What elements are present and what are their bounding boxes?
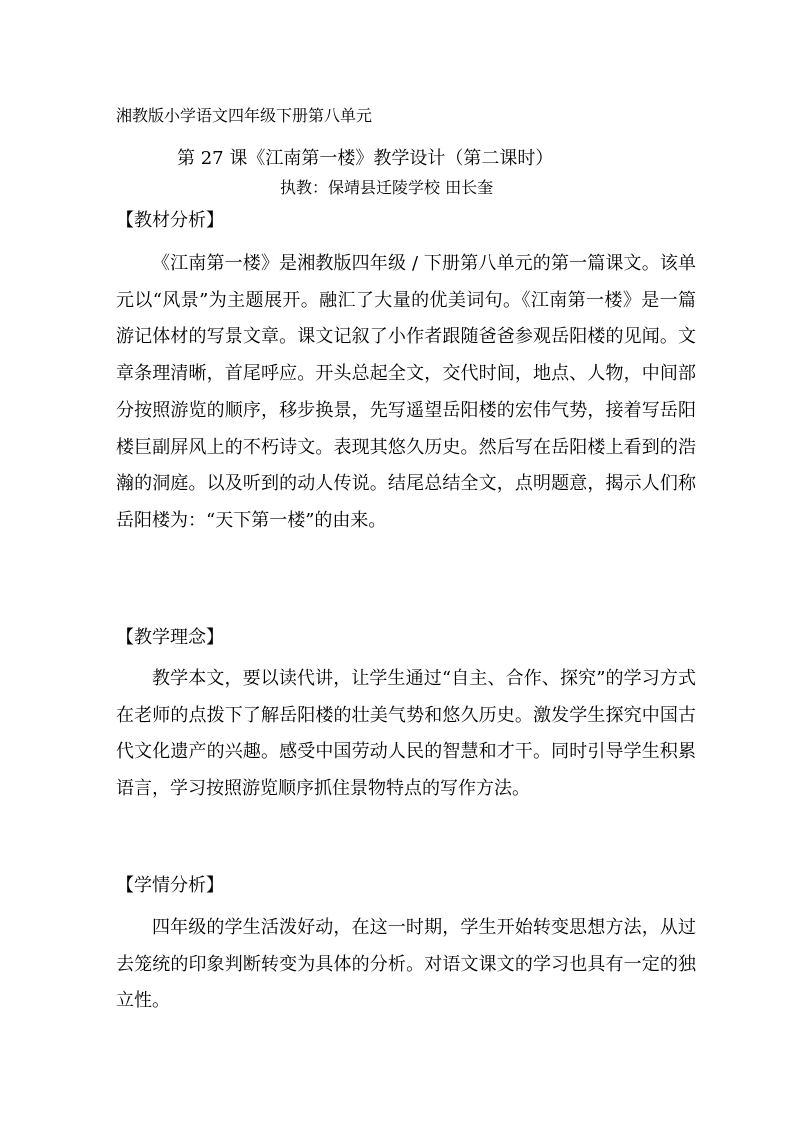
document-header: 湘教版小学语文四年级下册第八单元 — [116, 106, 373, 125]
document-title: 第 27 课《江南第一楼》教学设计（第二课时） — [177, 148, 554, 169]
document-author: 执教：保靖县迁陵学校 田长奎 — [280, 178, 494, 197]
section-heading-textbook-analysis: 【教材分析】 — [116, 210, 224, 231]
section-heading-teaching-philosophy: 【教学理念】 — [116, 627, 224, 648]
section-paragraph-student-analysis: 四年级的学生活泼好动，在这一时期，学生开始转变思想方法，从过去笼统的印象判断转变为具体的分析。对语文课文的学习也具有一定的独立性。 — [116, 917, 696, 1012]
section-heading-student-analysis: 【学情分析】 — [116, 875, 224, 896]
section-paragraph-textbook-analysis: 《江南第一楼》是湘教版四年级 / 下册第八单元的第一篇课文。该单元以“风景”为主题展开。融汇了大量的优美词句。《江南第一楼》是一篇游记体材的写景文章。课文记叙了小作者跟随爸爸参观岳阳楼的见闻。文章条理清晰，首尾呼应。开头总起全文，交代时间，地点、人物，中间部分按照游览的顺序，移步换景，先写遥望岳阳楼的宏伟气势，接着写岳阳楼巨副屏风上的不朽诗文。表现其悠久历史。然后写在岳阳楼上看到的浩瀚的洞庭。以及听到的动人传说。结尾总结全文，点明题意，揭示人们称岳阳楼为：“天下第一楼”的由来。 — [116, 253, 696, 531]
section-paragraph-teaching-philosophy: 教学本文，要以读代讲，让学生通过“自主、合作、探究”的学习方式在老师的点拨下了解岳阳楼的壮美气势和悠久历史。激发学生探究中国古代文化遗产的兴趣。感受中国劳动人民的智慧和才干。同时引导学生积累语言，学习按照游览顺序抓住景物特点的写作方法。 — [116, 668, 696, 800]
